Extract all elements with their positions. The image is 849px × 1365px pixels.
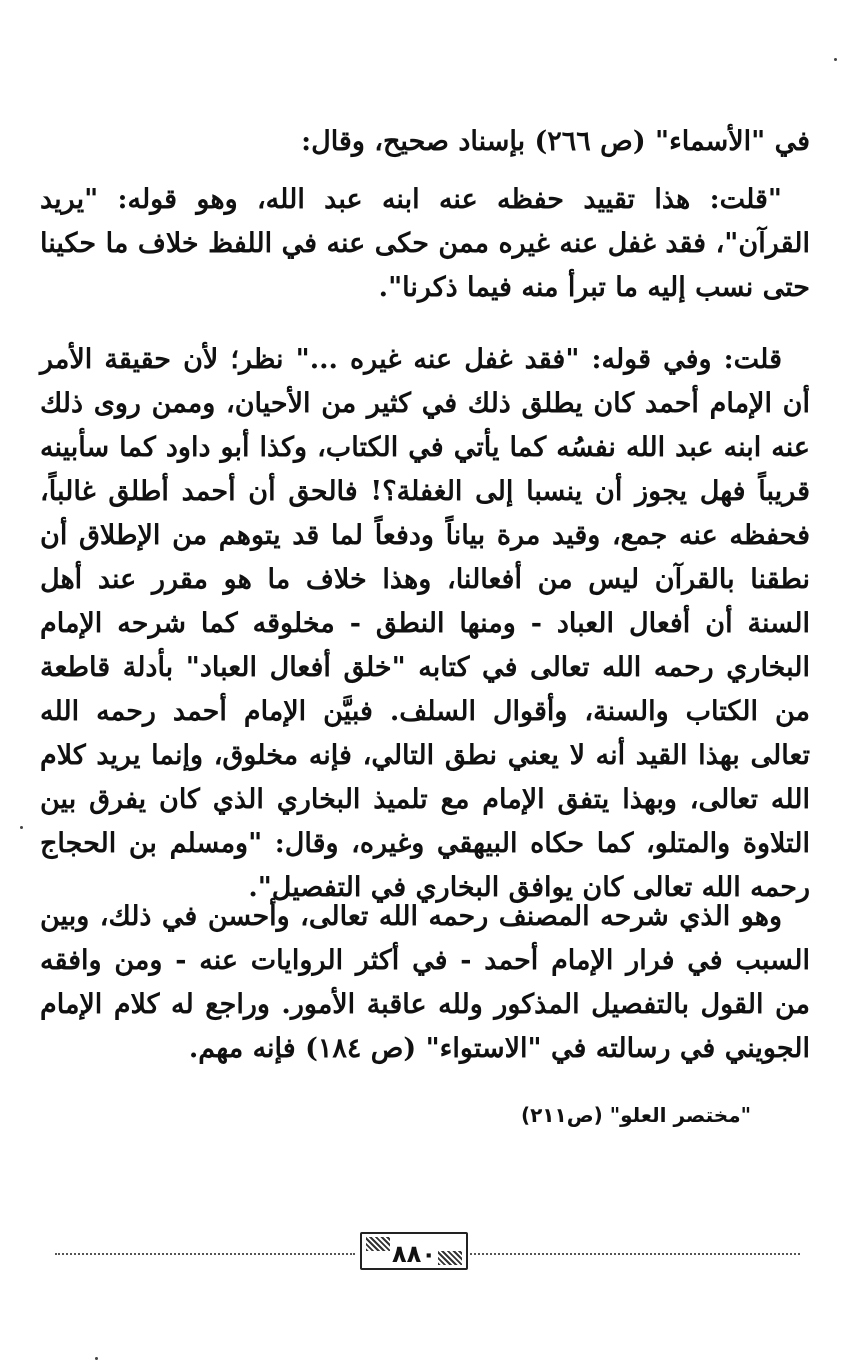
paragraph-text: وهو الذي شرحه المصنف رحمه الله تعالى، وأحسن في ذلك، وبين السبب في فرار الإمام أحمد - في أكثر الروايات عنه - ومن وافقه من القول بالتفصيل المذكور ولله عاقبة الأمور. وراجع له كلام الإمام الجويني في رسالته في "الاستواء" (ص ١٨٤) فإنه مهم. <box>40 901 810 1064</box>
paragraph-citation-intro <box>40 120 810 164</box>
source-reference: "مختصر العلو" (ص٢١١) <box>520 1103 751 1127</box>
paragraph-quotation <box>40 178 810 310</box>
scan-speck <box>20 826 23 829</box>
paragraph-text: قلت: وفي قوله: "فقد غفل عنه غيره ..." نظر؛ لأن حقيقة الأمر أن الإمام أحمد كان يطلق ذلك في كثير من الأحيان، وممن روى ذلك عنه ابنه عبد الله نفسُه كما يأتي في الكتاب، وكذا أبو داود كما سأبينه قريباً فهل يجوز أن ينسبا إلى الغفلة؟! فالحق أن أحمد أطلق غالباً، فحفظه عنه جمع، وقيد مرة بياناً ودفعاً لما قد يتوهم من الإطلاق أن نطقنا بالقرآن ليس من أفعالنا، وهذا خلاف ما هو مقرر عند أهل السنة أن أفعال العباد - ومنها النطق - مخلوقه كما شرحه الإمام البخاري رحمه الله تعالى في كتابه "خلق أفعال العباد" بأدلة قاطعة من الكتاب والسنة، وأقوال السلف. فبيَّن الإمام أحمد رحمه الله تعالى بهذا القيد أنه لا يعني نطق التالي، فإنه مخلوق، وإنما يريد كلام الله تعالى، وبهذا يتفق الإمام مع تلميذ البخاري الذي كان يفرق بين التلاوة والمتلو، كما حكاه البيهقي وغيره، وقال: "ومسلم بن الحجاج رحمه الله تعالى كان يوافق البخاري في التفصيل". <box>40 344 810 903</box>
footer-dotted-rule-right <box>470 1253 800 1255</box>
footer-dotted-rule-left <box>55 1253 355 1255</box>
page-number: ٨٨٠ <box>392 1240 436 1268</box>
paragraph-commentary <box>40 338 810 910</box>
page-number-frame <box>360 1232 468 1270</box>
paragraph-conclusion <box>40 895 810 1071</box>
scan-speck <box>95 1357 98 1360</box>
paragraph-text: في "الأسماء" (ص ٢٦٦) بإسناد صحيح، وقال: <box>301 126 810 157</box>
scan-speck <box>834 58 837 61</box>
paragraph-text: "قلت: هذا تقييد حفظه عنه ابنه عبد الله، وهو قوله: "يريد القرآن"، فقد غفل عنه غيره ممن حكى عنه في اللفظ خلاف ما حكينا حتى نسب إليه ما تبرأ منه فيما ذكرنا". <box>40 184 810 303</box>
